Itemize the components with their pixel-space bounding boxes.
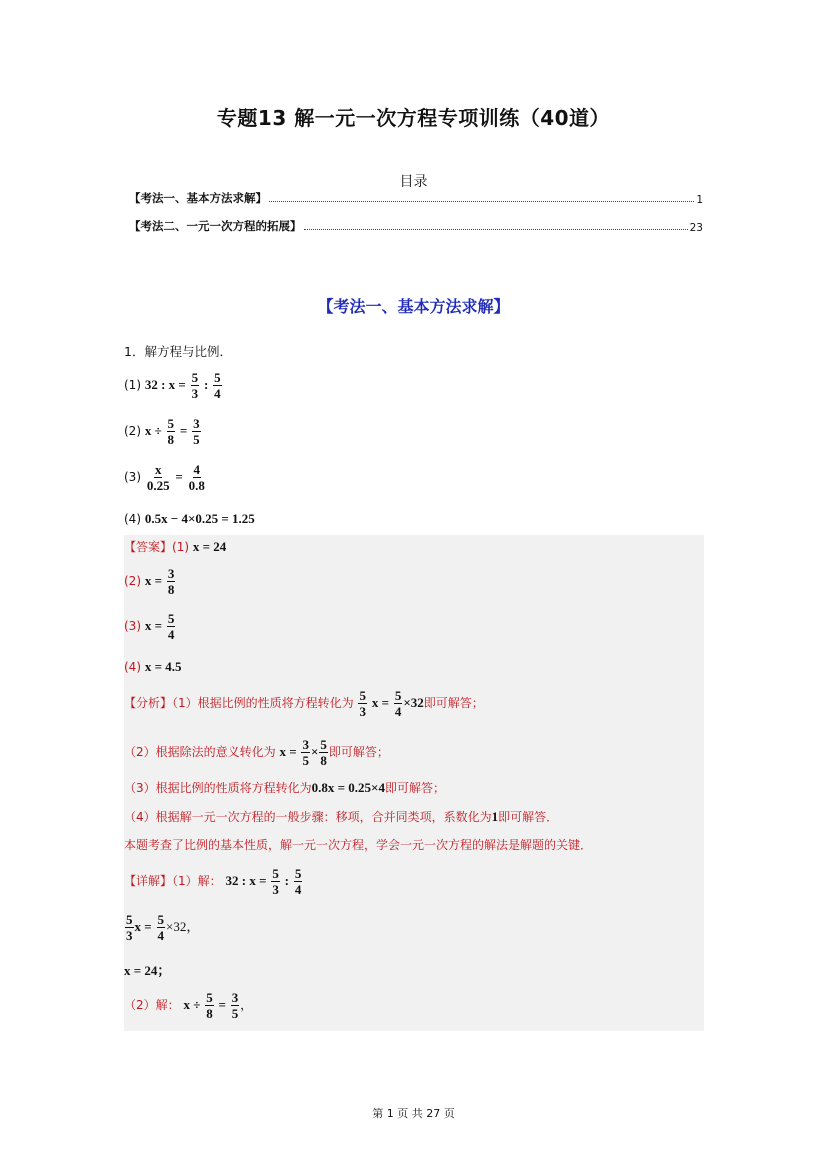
detail-tag: 【详解】 [124,874,173,888]
math-text: x ÷ [144,423,162,438]
math-text: : [203,377,209,392]
part-label: (2) [124,424,141,438]
analysis-summary: 本题考查了比例的基本性质，解一元一次方程，学会一元一次方程的解法是解题的关键． [124,838,593,852]
answer-tag: 【答案】 [124,540,173,554]
fraction: $\frac{5}{8}$ [320,737,327,768]
fraction: $\frac{x}{0.25}$ [146,462,170,493]
answer-line-2 [124,567,176,596]
text: （1）解： [172,874,222,888]
fraction: $\frac{5}{4}$ [394,688,402,719]
math-text: x ÷ [183,997,201,1012]
math-text: x = 24 [192,539,227,554]
footer-text: 页 [443,1107,455,1120]
fraction: $\frac{5}{8}$ [167,416,175,447]
math-text: x = [134,919,152,934]
text: （2）解： [124,998,180,1012]
math-text: = [175,469,183,484]
page-footer [0,1105,827,1121]
toc-item-label[interactable]: 【考法二、一元一次方程的拓展】 [129,219,302,233]
text: 即可解答； [328,745,389,759]
question-part-4 [124,511,255,527]
math-text: = [179,423,188,438]
toc-item[interactable] [129,218,703,234]
analysis-line-4 [124,808,558,825]
fraction: $\frac{5}{4}$ [157,912,164,943]
question-stem: 1．解方程与比例． [124,344,232,359]
text: （2）根据除法的意义转化为 [124,745,276,759]
math-text: 0.8x = 0.25×4 [311,780,385,795]
text: （1）根据比例的性质将方程转化为 [172,696,354,710]
math-text: : [284,873,289,888]
detail-line-4 [124,991,252,1020]
fraction: $\frac{5}{4}$ [294,866,302,897]
fraction: $\frac{5}{8}$ [206,990,213,1021]
footer-text: 页 共 [397,1107,423,1120]
toc-item[interactable] [129,190,703,206]
text: （4）根据解一元一次方程的一般步骤：移项，合并同类项，系数化为 [124,810,492,824]
text: （3）根据比例的性质将方程转化为 [124,781,312,795]
detail-line-3 [124,960,170,979]
toc-item-page[interactable]: 23 [689,222,703,234]
math-text: ×32， [166,919,200,934]
fraction: $\frac{5}{3}$ [191,370,199,401]
analysis-line-1 [124,689,484,718]
math-text: x = [144,573,162,588]
part-label: (4) [124,512,141,526]
page-title: 专题13 解一元一次方程专项训练（40道） [216,106,611,130]
answer-line-1 [124,538,226,555]
analysis-tag: 【分析】 [124,696,173,710]
fraction: $\frac{5}{3}$ [359,688,366,719]
math-text: × [310,744,319,759]
math-text: 32 : x = [225,873,267,888]
part-label: (3) [124,470,141,484]
fraction: $\frac{4}{0.8}$ [188,462,205,493]
question-part-3 [124,463,207,492]
math-text: x = [371,695,389,710]
text: 即可解答； [384,781,445,795]
page-total: 27 [426,1107,441,1120]
text: 即可解答； [423,696,484,710]
detail-line-1 [124,867,303,896]
question-part-2 [124,417,202,446]
answer-line-4 [124,659,182,675]
fraction: $\frac{3}{5}$ [302,737,309,768]
toc-item-page[interactable]: 1 [696,194,703,206]
part-label: (2) [124,574,141,588]
analysis-line-2 [124,738,389,767]
toc-heading: 目录 [399,174,428,190]
part-label: (1) [172,540,190,554]
fraction: $\frac{3}{8}$ [167,566,175,597]
footer-text: 第 [372,1107,384,1120]
math-text: x = 4.5 [144,659,182,674]
math-text: x = 24； [124,963,171,978]
part-label: (1) [124,378,141,392]
text: ， [240,998,253,1012]
page-number: 1 [386,1107,394,1120]
toc-leader-dots [269,201,694,202]
question-part-1 [124,371,223,400]
part-label: (4) [124,660,141,674]
answer-line-3 [124,612,176,641]
fraction: $\frac{5}{3}$ [126,912,133,943]
fraction: $\frac{5}{4}$ [214,370,221,401]
detail-line-2 [124,913,199,942]
math-text: x = [144,618,162,633]
toc-item-label[interactable]: 【考法一、基本方法求解】 [129,191,267,205]
section-heading: 【考法一、基本方法求解】 [317,297,510,316]
text: 即可解答． [498,810,559,824]
fraction: $\frac{5}{3}$ [272,866,279,897]
math-text: 0.5x − 4×0.25 = 1.25 [144,511,255,526]
math-text: ×32 [403,695,424,710]
part-label: (3) [124,619,141,633]
fraction: $\frac{3}{5}$ [193,416,200,447]
fraction: $\frac{5}{4}$ [167,611,175,642]
fraction: $\frac{3}{5}$ [231,990,239,1021]
math-text: x = [279,744,297,759]
toc-leader-dots [304,229,688,230]
math-text: 1 [491,809,499,824]
math-text: = [218,997,226,1012]
analysis-line-3 [124,779,445,796]
math-text: 32 : x = [144,377,186,392]
